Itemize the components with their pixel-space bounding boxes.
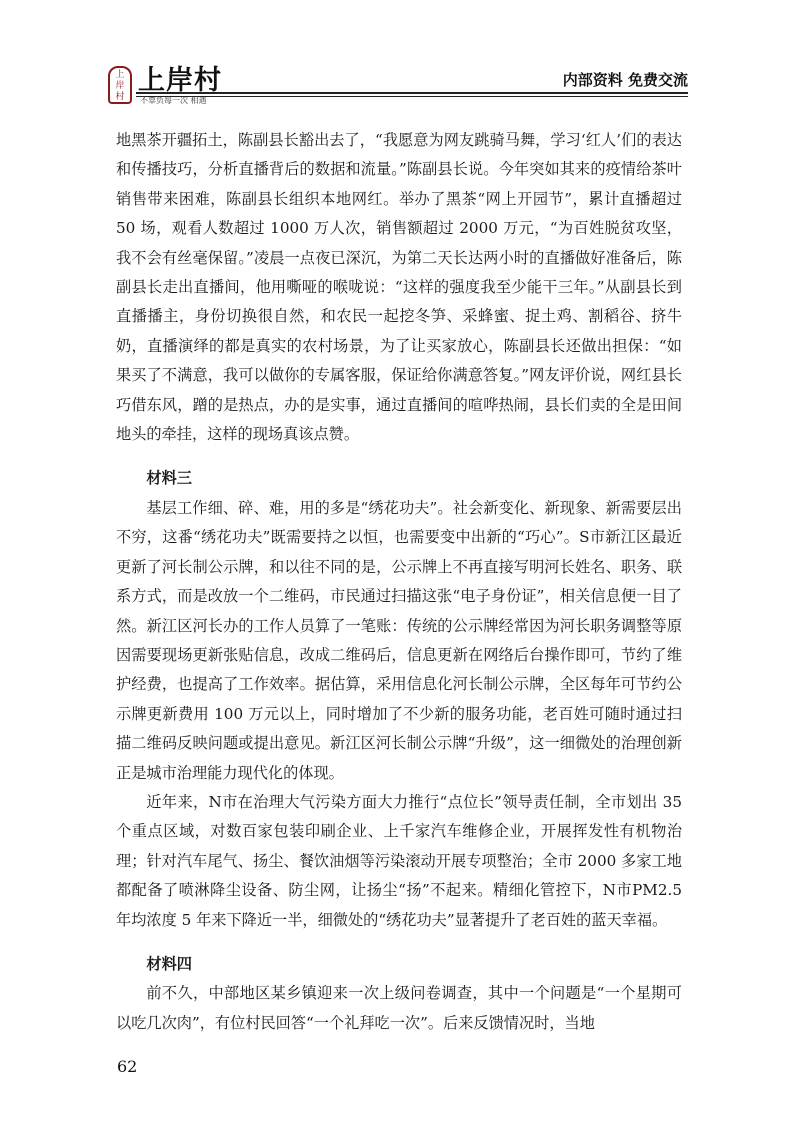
paragraph: 地黑茶开疆拓土，陈副县长豁出去了，“我愿意为网友跳骑马舞，学习‘红人’们的表达和传播技巧，分析直播背后的数据和流量。”陈副县长说。今年突如其来的疫情给茶叶销售带来困难，陈副县长组织本地网红。举办了黑茶“网上开园节”，累计直播超过 50 场，观看人数超过 1000 万人次，销售额超过 2000 万元，“为百姓脱贫攻坚，我不会有丝毫保留。”凌晨一点夜已深沉，为第二天长达两小时的直播做好准备后，陈副县长走出直播间，他用嘶哑的喉咙说：“这样的强度我至少能干三年。”从副县长到直播播主，身份切换很自然，和农民一起挖冬笋、采蜂蜜、捉土鸡、割稻谷、挤牛奶，直播演绎的都是真实的农村场景，为了让买家放心，陈副县长还做出担保：“如果买了不满意，我可以做你的专属客服，保证给你满意答复。”网友评价说，网红县长巧借东风，蹭的是热点，办的是实事，通过直播间的喧哗热闹，县长们卖的全是田间地头的牵挂，这样的现场真该点赞。	[116, 131, 682, 444]
section-heading: 材料四	[146, 954, 192, 973]
header-divider	[136, 92, 688, 94]
logo-tagline: 不辜负每一次 相遇	[140, 96, 207, 105]
logo-seal-icon	[108, 66, 132, 104]
page-number: 62	[117, 1057, 138, 1076]
logo-seal-char: 村	[115, 92, 125, 102]
header-divider-thin	[136, 96, 688, 97]
paragraph: 近年来，N市在治理大气污染方面大力推行“点位长”领导责任制，全市划出 35 个重点区域，对数百家包装印刷企业、上千家汽车维修企业，开展挥发性有机物治理；针对汽车尾气、扬尘、餐饮油烟等污染滚动开展专项整治；全市 2000 多家工地都配备了喷淋降尘设备、防尘网，让扬尘“扬”不起来。精细化管控下，N市PM2.5 年均浓度 5 年来下降近一半，细微处的“绣花功夫”显著提升了老百姓的蓝天幸福。	[116, 792, 682, 929]
section-heading: 材料三	[146, 469, 192, 488]
section-gap	[116, 935, 682, 950]
header-note: 内部资料 免费交流	[562, 71, 688, 89]
document-body	[116, 126, 682, 1038]
section-gap	[116, 449, 682, 464]
page-header	[108, 62, 688, 108]
logo-name: 上岸村	[138, 65, 222, 96]
logo-seal-char: 岸	[115, 81, 125, 91]
paragraph: 基层工作细、碎、难，用的多是“绣花功夫”。社会新变化、新现象、新需要层出不穷，这番“绣花功夫”既需要持之以恒，也需要变中出新的“巧心”。S市新江区最近更新了河长制公示牌，和以往不同的是，公示牌上不再直接写明河长姓名、职务、联系方式，而是改放一个二维码，市民通过扫描这张“电子身份证”，相关信息便一目了然。新江区河长办的工作人员算了一笔账：传统的公示牌经常因为河长职务调整等原因需要现场更新张贴信息，改成二维码后，信息更新在网络后台操作即可，节约了维护经费，也提高了工作效率。据估算，采用信息化河长制公示牌，全区每年可节约公示牌更新费用 100 万元以上，同时增加了不少新的服务功能，老百姓可随时通过扫描二维码反映问题或提出意见。新江区河长制公示牌“升级”，这一细微处的治理创新正是城市治理能力现代化的体现。	[116, 498, 682, 782]
logo-seal-char: 上	[115, 70, 125, 80]
paragraph: 前不久，中部地区某乡镇迎来一次上级问卷调查，其中一个问题是“一个星期可以吃几次肉”，有位村民回答“一个礼拜吃一次”。后来反馈情况时，当地	[116, 984, 682, 1032]
